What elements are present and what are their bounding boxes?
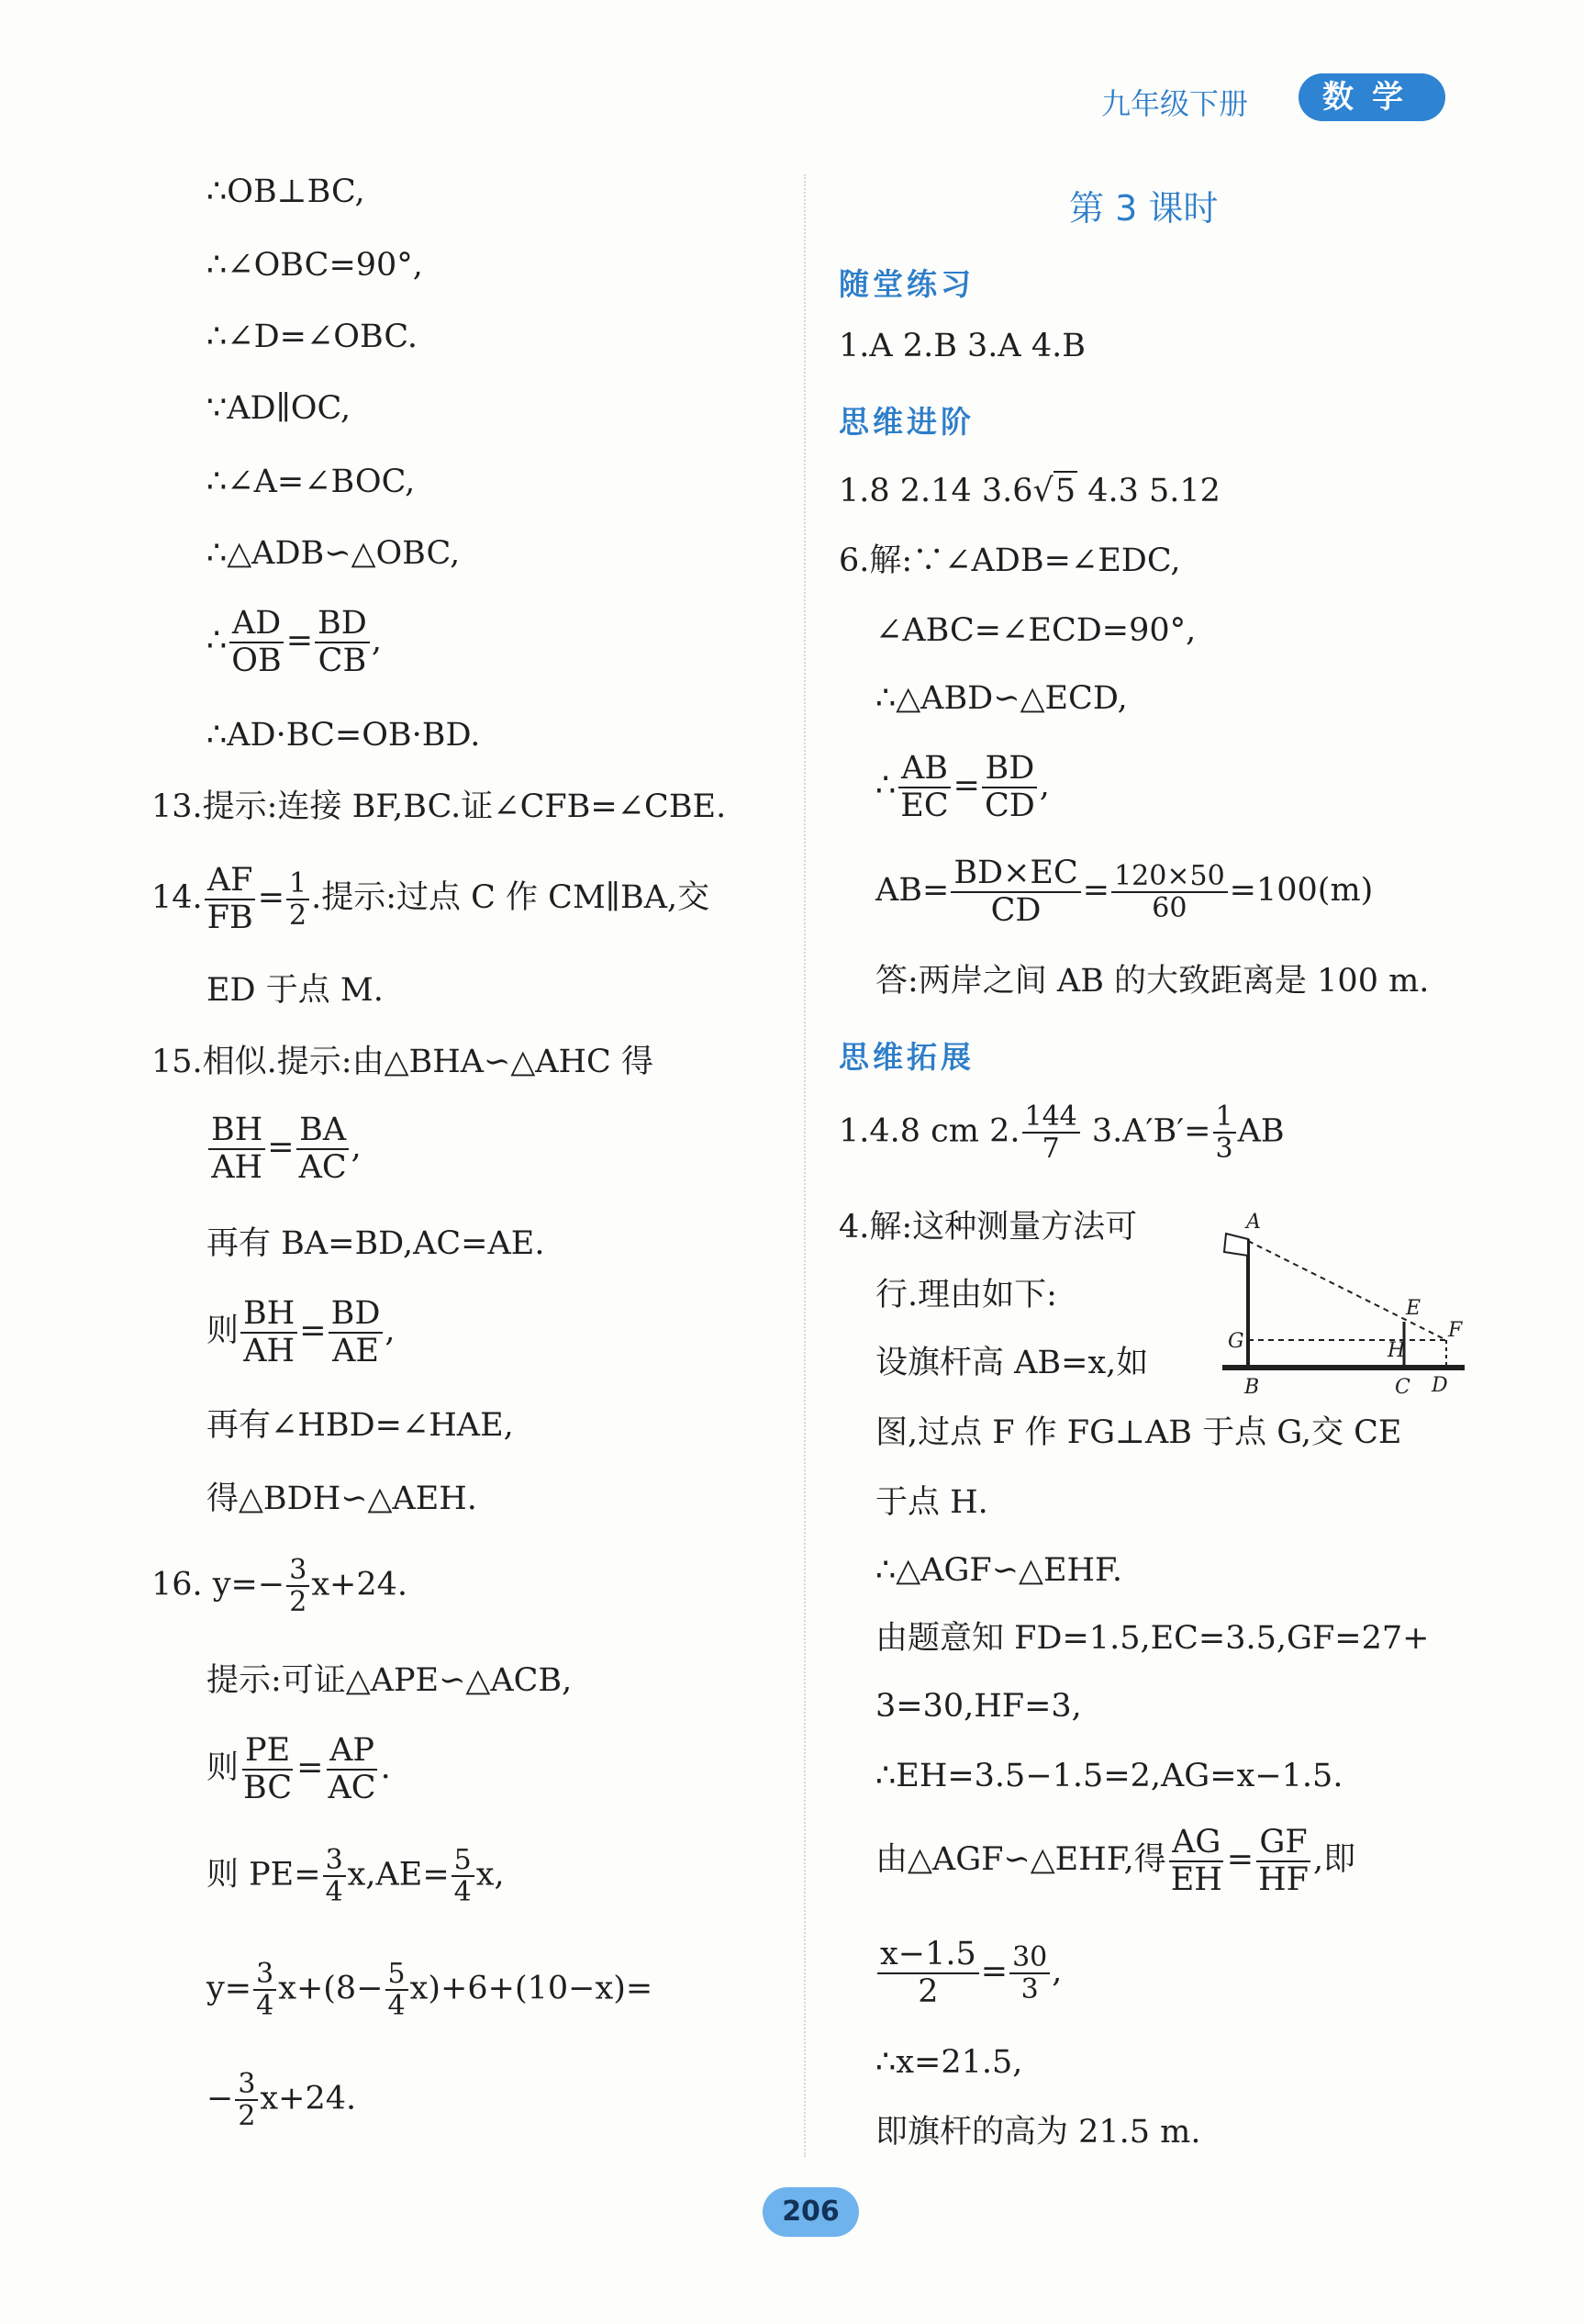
question-4-line-i: ∴EH=3.5−1.5=2,AG=x−1.5. xyxy=(875,1758,1343,1794)
question-15-line-c: 再有 BA=BD,AC=AE. xyxy=(206,1225,545,1262)
left-line-8: ∴AD·BC=OB·BD. xyxy=(206,717,481,754)
column-divider xyxy=(804,174,806,2157)
question-4-line-j: 由△AGF∽△EHF,得 $\frac{AG}{EH}$ = $\frac{GF}{HF}$ ,即 xyxy=(875,1824,1356,1898)
question-16: 16. y=− $\frac{3}{2}$ x+24. xyxy=(151,1554,408,1618)
question-4-line-l: ∴x=21.5, xyxy=(875,2044,1023,2081)
page-number: 206 xyxy=(763,2187,859,2237)
question-6-line-e: AB= $\frac{BD\times EC}{CD}$ = $\frac{120\times 50}{60}$ =100(m) xyxy=(875,855,1374,929)
question-6-line-d: ∴ $\frac{AB}{EC}$ = $\frac{BD}{CD}$ , xyxy=(875,750,1050,824)
label-d: D xyxy=(1432,1374,1448,1397)
question-6-line-a: 6.解:∵∠ADB=∠EDC, xyxy=(839,542,1181,579)
flagpole-figure xyxy=(1211,1210,1468,1412)
question-4-line-g: 由题意知 FD=1.5,EC=3.5,GF=27+ xyxy=(875,1620,1430,1657)
header-grade: 九年级下册 xyxy=(1101,86,1249,121)
question-4-line-k: $\frac{x-1.5}{2}$ = $\frac{30}{3}$ , xyxy=(875,1937,1062,2009)
subject-badge: 数学 xyxy=(1299,73,1445,121)
question-4-line-e: 于点 H. xyxy=(875,1484,988,1521)
label-g: G xyxy=(1228,1330,1244,1353)
question-4-line-b: 行.理由如下: xyxy=(875,1277,1057,1313)
question-15-line-e: 再有∠HBD=∠HAE, xyxy=(206,1407,514,1444)
question-16-line-c: 则 $\frac{PE}{BC}$ = $\frac{AP}{AC}$ . xyxy=(206,1732,391,1806)
left-line-5: ∴∠A=∠BOC, xyxy=(206,464,416,500)
label-b: B xyxy=(1244,1376,1260,1399)
practice-answers: 1.A 2.B 3.A 4.B xyxy=(839,328,1086,364)
sight-line xyxy=(1248,1241,1446,1340)
lesson-title: 第 3 课时 xyxy=(1069,188,1219,229)
section-title-extension: 思维拓展 xyxy=(839,1039,975,1075)
question-14: 14. $\frac{AF}{FB}$ = $\frac{1}{2}$ .提示:过点 C 作 CM∥BA,交 xyxy=(151,862,710,936)
question-16-line-f: − $\frac{3}{2}$ x+24. xyxy=(206,2068,357,2132)
label-e: E xyxy=(1406,1297,1421,1320)
question-6-line-c: ∴△ABD∽△ECD, xyxy=(875,680,1128,717)
question-16-hint: 提示:可证△APE∽△ACB, xyxy=(206,1662,573,1699)
left-line-3: ∴∠D=∠OBC. xyxy=(206,318,418,355)
question-16-line-d: 则 PE= $\frac{3}{4}$ x,AE= $\frac{5}{4}$ x, xyxy=(206,1844,505,1908)
question-14-cont: ED 于点 M. xyxy=(206,972,384,1009)
question-13: 13.提示:连接 BF,BC.证∠CFB=∠CBE. xyxy=(151,788,727,825)
advanced-answers: 1.8 2.14 3.6√5 4.3 5.12 xyxy=(839,473,1221,509)
label-c: C xyxy=(1395,1376,1410,1399)
question-15: 15.相似.提示:由△BHA∽△AHC 得 xyxy=(151,1044,653,1080)
question-4-line-f: ∴△AGF∽△EHF. xyxy=(875,1552,1122,1589)
question-15-line-g: 得△BDH∽△AEH. xyxy=(206,1480,477,1517)
question-15-fraction: $\frac{BH}{AH}$ = $\frac{BA}{AC}$ , xyxy=(206,1112,362,1185)
section-title-practice: 随堂练习 xyxy=(839,266,975,302)
label-f: F xyxy=(1448,1319,1463,1342)
flag-shape xyxy=(1224,1234,1248,1256)
question-6-line-b: ∠ABC=∠ECD=90°, xyxy=(875,612,1197,649)
question-6-answer: 答:两岸之间 AB 的大致距离是 100 m. xyxy=(875,963,1430,1000)
question-16-line-e: y= $\frac{3}{4}$ x+(8− $\frac{5}{4}$ x)+6+(10−x)= xyxy=(206,1958,653,2022)
left-line-4: ∵AD∥OC, xyxy=(206,390,351,427)
question-15-line-d: 则 $\frac{BH}{AH}$ = $\frac{BD}{AE}$ , xyxy=(206,1295,396,1369)
question-4-line-a: 4.解:这种测量方法可 xyxy=(839,1209,1138,1246)
label-a: A xyxy=(1246,1211,1261,1234)
question-4-line-d: 图,过点 F 作 FG⊥AB 于点 G,交 CE xyxy=(875,1414,1402,1451)
section-title-advanced: 思维进阶 xyxy=(839,404,975,440)
question-4-line-m: 即旗杆的高为 21.5 m. xyxy=(875,2114,1201,2151)
left-line-7-fraction: ∴ $\frac{AD}{OB}$ = $\frac{BD}{CB}$ , xyxy=(206,605,382,679)
question-4-line-c: 设旗杆高 AB=x,如 xyxy=(875,1345,1149,1381)
left-line-2: ∴∠OBC=90°, xyxy=(206,247,423,284)
left-line-6: ∴△ADB∽△OBC, xyxy=(206,535,461,572)
label-h: H xyxy=(1388,1339,1406,1362)
question-4-line-h: 3=30,HF=3, xyxy=(875,1688,1082,1725)
extension-answers: 1.4.8 cm 2. $\frac{144}{7}$ 3.A′B′= $\frac{1}{3}$ AB xyxy=(839,1101,1285,1165)
sqrt-sign: √ xyxy=(1032,473,1053,509)
left-line-1: ∴OB⊥BC, xyxy=(206,173,365,210)
